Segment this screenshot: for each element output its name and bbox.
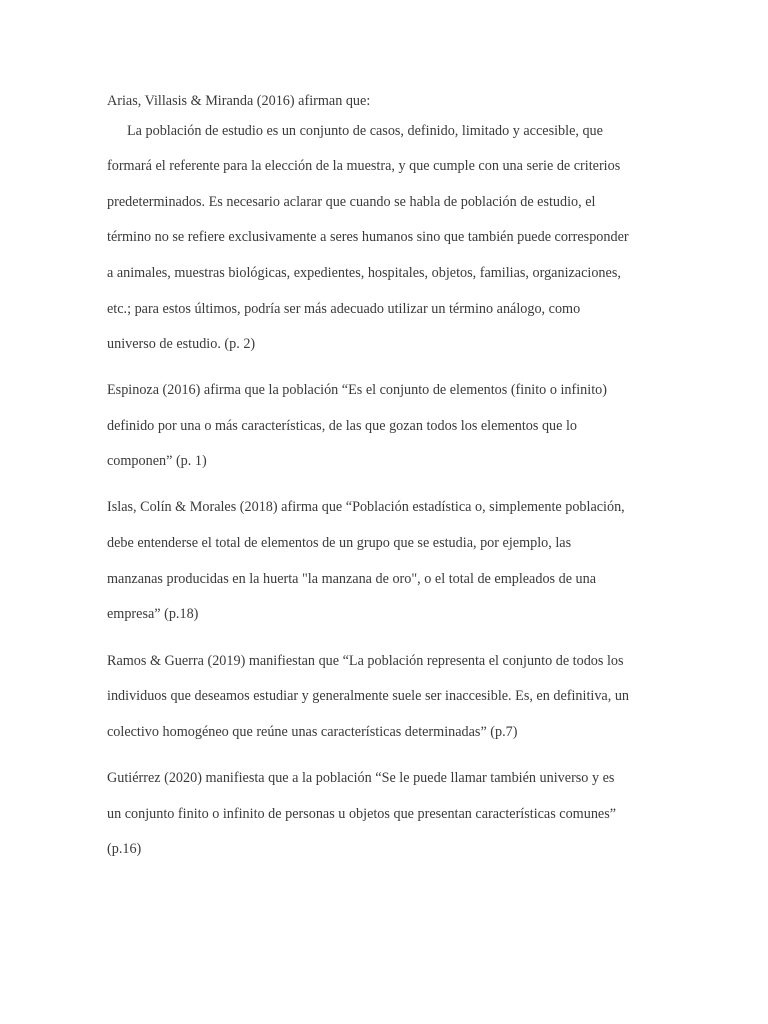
paragraph-line: empresa” (p.18)	[107, 606, 199, 622]
paragraph-line: Islas, Colín & Morales (2018) afirma que “Población estadística o, simplemente población,	[107, 499, 625, 515]
quote-line-2: formará el referente para la elección de la muestra, y que cumple con una serie de criterios	[107, 158, 621, 174]
paragraph-line: colectivo homogéneo que reúne unas características determinadas” (p.7)	[107, 724, 518, 740]
paragraph-line: debe entenderse el total de elementos de un grupo que se estudia, por ejemplo, las	[107, 535, 572, 551]
quote-line-5: a animales, muestras biológicas, expedientes, hospitales, objetos, familias, organizaciones,	[107, 265, 621, 281]
paragraph-line: definido por una o más características, de las que gozan todos los elementos que lo	[107, 418, 578, 434]
paragraph-line: (p.16)	[107, 841, 142, 857]
quote-line-6: etc.; para estos últimos, podría ser más adecuado utilizar un término análogo, como	[107, 301, 581, 317]
paragraph-line: Ramos & Guerra (2019) manifiestan que “La población representa el conjunto de todos los	[107, 653, 624, 669]
paragraph-line: manzanas producidas en la huerta "la manzana de oro", o el total de empleados de una	[107, 571, 597, 587]
quote-line-1: La población de estudio es un conjunto de casos, definido, limitado y accesible, que	[127, 123, 603, 139]
paragraph-line: individuos que deseamos estudiar y generalmente suele ser inaccesible. Es, en definitiva, un	[107, 688, 630, 704]
paragraph-line: un conjunto finito o infinito de personas u objetos que presentan características comunes”	[107, 806, 617, 822]
intro-line: Arias, Villasis & Miranda (2016) afirman que:	[107, 93, 371, 109]
paragraph-line: Gutiérrez (2020) manifiesta que a la población “Se le puede llamar también universo y es	[107, 770, 615, 786]
paragraph-line: componen” (p. 1)	[107, 453, 207, 469]
quote-line-4: término no se refiere exclusivamente a seres humanos sino que también puede corresponder	[107, 229, 629, 245]
quote-line-7: universo de estudio. (p. 2)	[107, 336, 256, 352]
paragraph-line: Espinoza (2016) afirma que la población “Es el conjunto de elementos (finito o infinito)	[107, 382, 607, 398]
quote-line-3: predeterminados. Es necesario aclarar que cuando se habla de población de estudio, el	[107, 194, 596, 210]
